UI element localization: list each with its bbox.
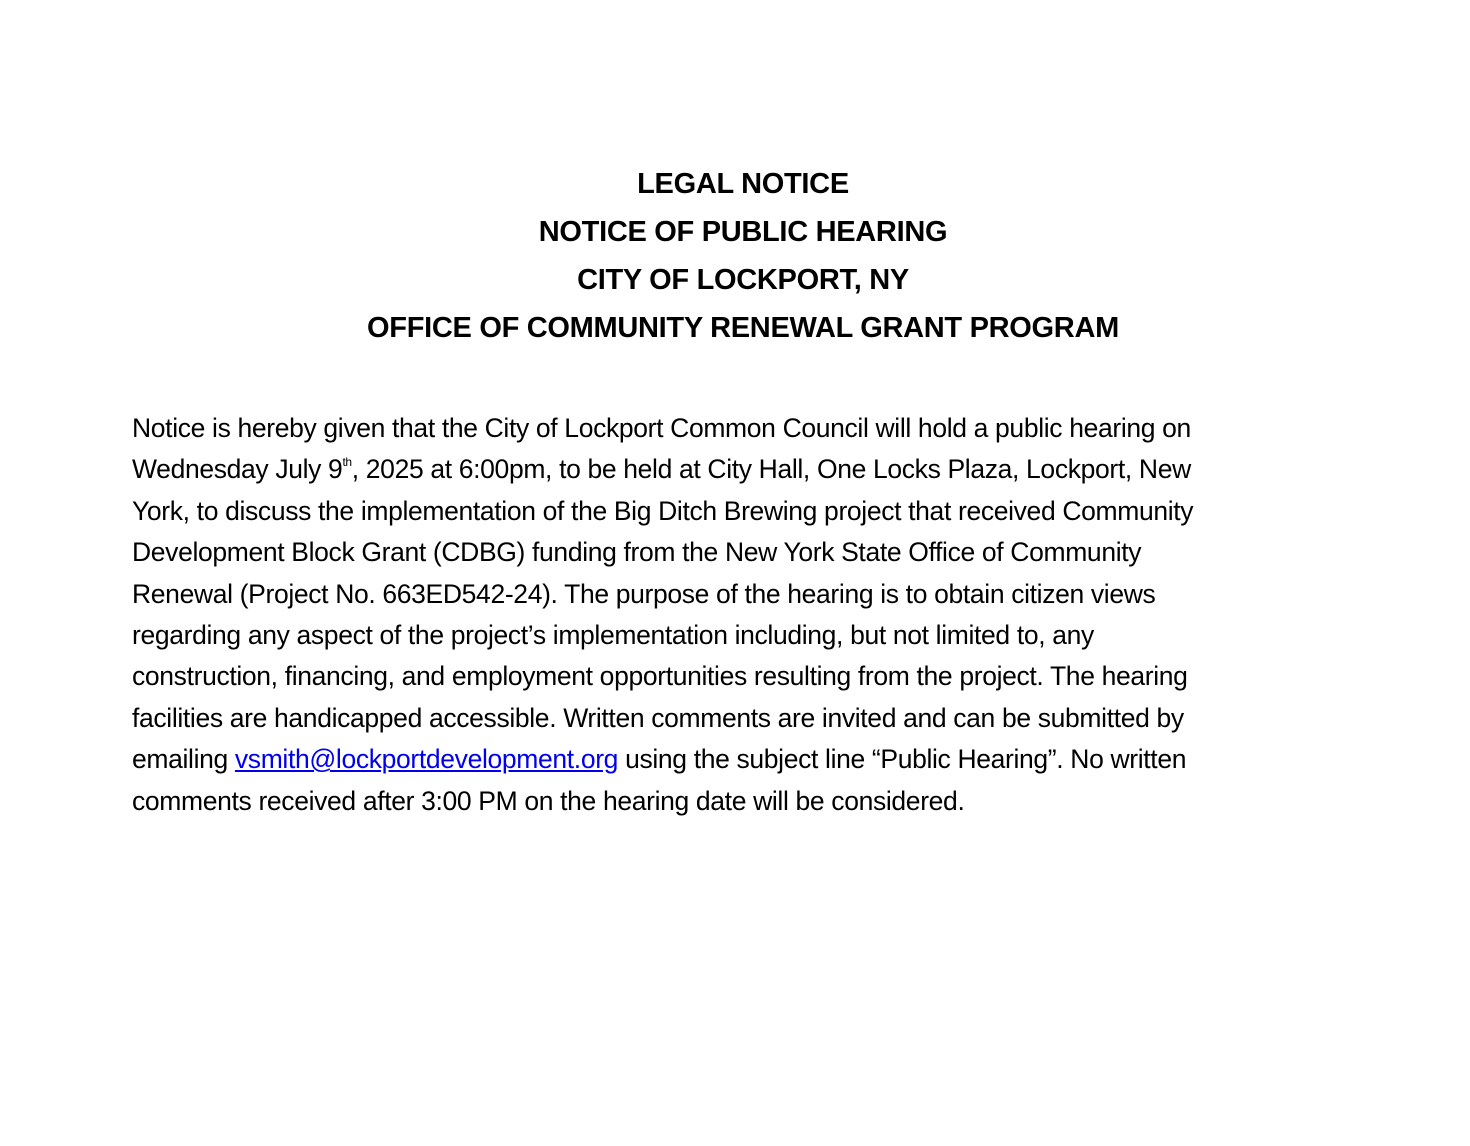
notice-body	[132, 408, 1362, 822]
ordinal-superscript: th	[342, 455, 352, 470]
body-text: , 2025 at 6:00pm, to be held at City Hall, One Locks Plaza, Lockport, New	[351, 454, 1191, 485]
body-line: construction, financing, and employment opportunities resulting from the project. The hearing	[132, 661, 1188, 692]
body-text: Wednesday July 9	[132, 454, 343, 485]
body-line	[132, 739, 1362, 780]
notice-heading	[0, 160, 1470, 352]
body-line: comments received after 3:00 PM on the hearing date will be considered.	[132, 785, 965, 816]
body-line: regarding any aspect of the project’s implementation including, but not limited to, any	[132, 619, 1094, 650]
body-line: facilities are handicapped accessible. Written comments are invited and can be submitted by	[132, 702, 1184, 733]
heading-program: OFFICE OF COMMUNITY RENEWAL GRANT PROGRAM	[367, 312, 1119, 344]
heading-public-hearing: NOTICE OF PUBLIC HEARING	[538, 216, 948, 248]
body-line: Notice is hereby given that the City of Lockport Common Council will hold a public hearing on	[132, 413, 1191, 443]
body-line: Development Block Grant (CDBG) funding from the New York State Office of Community	[132, 537, 1142, 568]
heading-city: CITY OF LOCKPORT, NY	[577, 264, 909, 296]
body-line: Renewal (Project No. 663ED542-24). The purpose of the hearing is to obtain citizen views	[132, 578, 1156, 609]
email-link[interactable]: vsmith@lockportdevelopment.org	[234, 744, 619, 775]
body-text: emailing	[132, 744, 235, 775]
body-text: using the subject line “Public Hearing”. No written	[618, 744, 1187, 775]
heading-legal-notice: LEGAL NOTICE	[637, 168, 849, 200]
body-line	[132, 449, 1362, 490]
body-line: York, to discuss the implementation of the Big Ditch Brewing project that received Community	[132, 495, 1194, 526]
